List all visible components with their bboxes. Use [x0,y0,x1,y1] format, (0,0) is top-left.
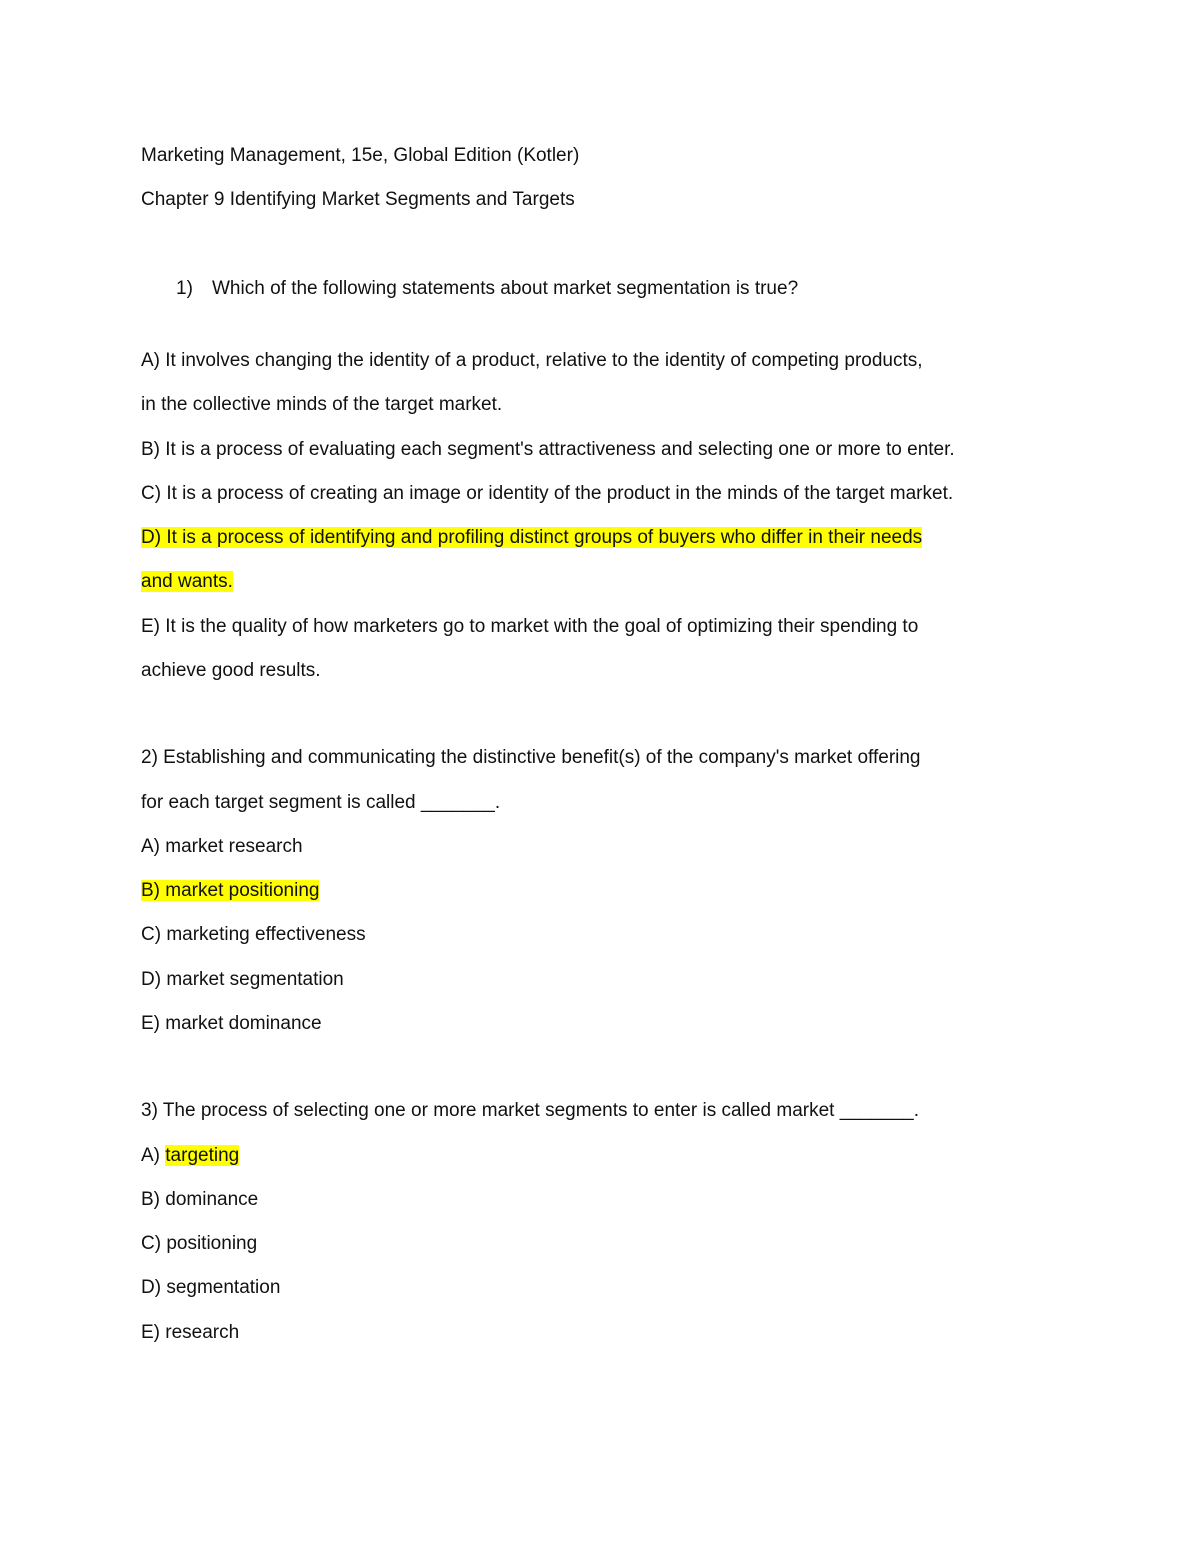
chapter-title: Chapter 9 Identifying Market Segments and Targets [141,189,575,210]
option-e: E) research [141,1322,240,1343]
option-c: C) It is a process of creating an image or identity of the product in the minds of the target market. [141,483,954,504]
option-d-line2-wrap [141,569,233,595]
option-e-line1: E) It is the quality of how marketers go to market with the goal of optimizing their spending to [141,616,919,637]
option-d: D) segmentation [141,1277,281,1298]
book-title: Marketing Management, 15e, Global Edition (Kotler) [141,145,580,166]
question-text-line1: 2) Establishing and communicating the distinctive benefit(s) of the company's market offering [141,747,921,768]
option-a: A) market research [141,836,303,857]
option-b-wrap [141,878,319,904]
option-a-line2: in the collective minds of the target market. [141,394,503,415]
option-a-highlighted: targeting [165,1145,240,1166]
option-e-line2: achieve good results. [141,660,321,681]
option-b-highlighted: B) market positioning [141,880,320,901]
question-number: 1) [176,278,193,299]
option-d-line1-wrap [141,525,922,551]
question-text-line2: for each target segment is called _______. [141,792,501,813]
option-a-line1: A) It involves changing the identity of a product, relative to the identity of competing products, [141,350,923,371]
option-b: B) dominance [141,1189,259,1210]
option-a-prefix: A) [141,1145,166,1166]
option-d-line2-highlighted: and wants. [141,571,233,592]
option-b: B) It is a process of evaluating each segment's attractiveness and selecting one or more to enter. [141,439,955,460]
option-c: C) positioning [141,1233,258,1254]
option-a [141,1143,239,1169]
option-d: D) market segmentation [141,969,344,990]
option-e: E) market dominance [141,1013,322,1034]
option-d-line1-highlighted: D) It is a process of identifying and profiling distinct groups of buyers who differ in their needs [141,527,923,548]
question-text: Which of the following statements about market segmentation is true? [212,278,799,299]
question-text: 3) The process of selecting one or more market segments to enter is called market _______. [141,1100,919,1121]
option-c: C) marketing effectiveness [141,924,366,945]
